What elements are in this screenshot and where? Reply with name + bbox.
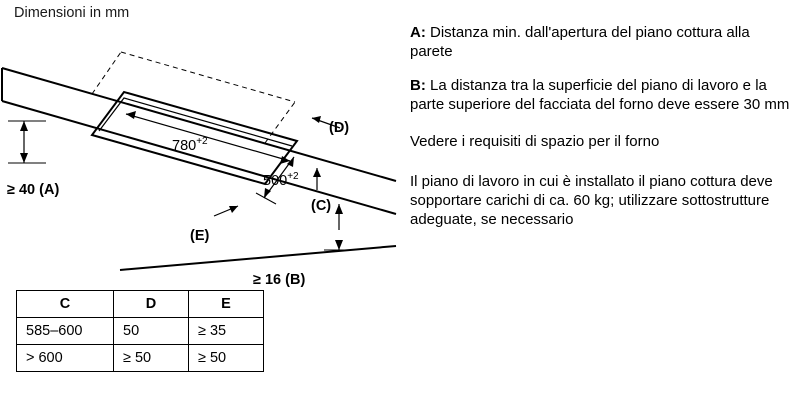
note-b-text: La distanza tra la superficie del piano di lavoro e la parte superiore del facciata del forno deve essere 30 mm xyxy=(410,76,790,113)
note-c-text: Vedere i requisiti di spazio per il forno xyxy=(410,132,660,150)
table-header-row xyxy=(17,291,264,318)
label-d: (D) xyxy=(329,120,350,136)
table-header-d: D xyxy=(114,291,189,318)
label-depth-tolerance: +2 xyxy=(287,171,299,182)
note-a-text: Distanza min. dall'apertura del piano cottura alla parete xyxy=(410,24,750,60)
label-e: (E) xyxy=(190,228,210,244)
table-cell: 585–600 xyxy=(17,318,114,345)
dimension-table xyxy=(16,290,264,372)
label-c: (C) xyxy=(311,198,332,214)
note-d-text: Il piano di lavoro in cui è installato il piano cottura deve sopportare carichi di ca. 60 kg; utilizzare sottostrutture adeguate, se necessario xyxy=(410,173,773,229)
label-a: ≥ 40 (A) xyxy=(7,182,60,198)
notes-panel xyxy=(410,24,792,245)
label-depth xyxy=(263,171,299,189)
note-a-lead: A: xyxy=(410,24,426,41)
table-row xyxy=(17,318,264,345)
table-cell: > 600 xyxy=(17,345,114,372)
note-b-lead: B: xyxy=(410,76,426,94)
label-width-value: 780 xyxy=(172,137,197,154)
table-cell: 50 xyxy=(114,318,189,345)
table-row xyxy=(17,345,264,372)
note-d xyxy=(410,173,792,230)
table-cell: ≥ 50 xyxy=(114,345,189,372)
table-cell: ≥ 50 xyxy=(189,345,264,372)
table-cell: ≥ 35 xyxy=(189,318,264,345)
label-width-tolerance: +2 xyxy=(196,136,208,147)
table-header-e: E xyxy=(189,291,264,318)
diagram-title: Dimensioni in mm xyxy=(14,5,130,21)
note-a xyxy=(410,24,792,62)
label-width xyxy=(172,136,208,154)
label-depth-value: 500 xyxy=(263,172,288,189)
label-b: ≥ 16 (B) xyxy=(253,272,306,288)
table-header-c: C xyxy=(17,291,114,318)
note-c xyxy=(410,133,792,152)
note-b xyxy=(410,77,792,115)
